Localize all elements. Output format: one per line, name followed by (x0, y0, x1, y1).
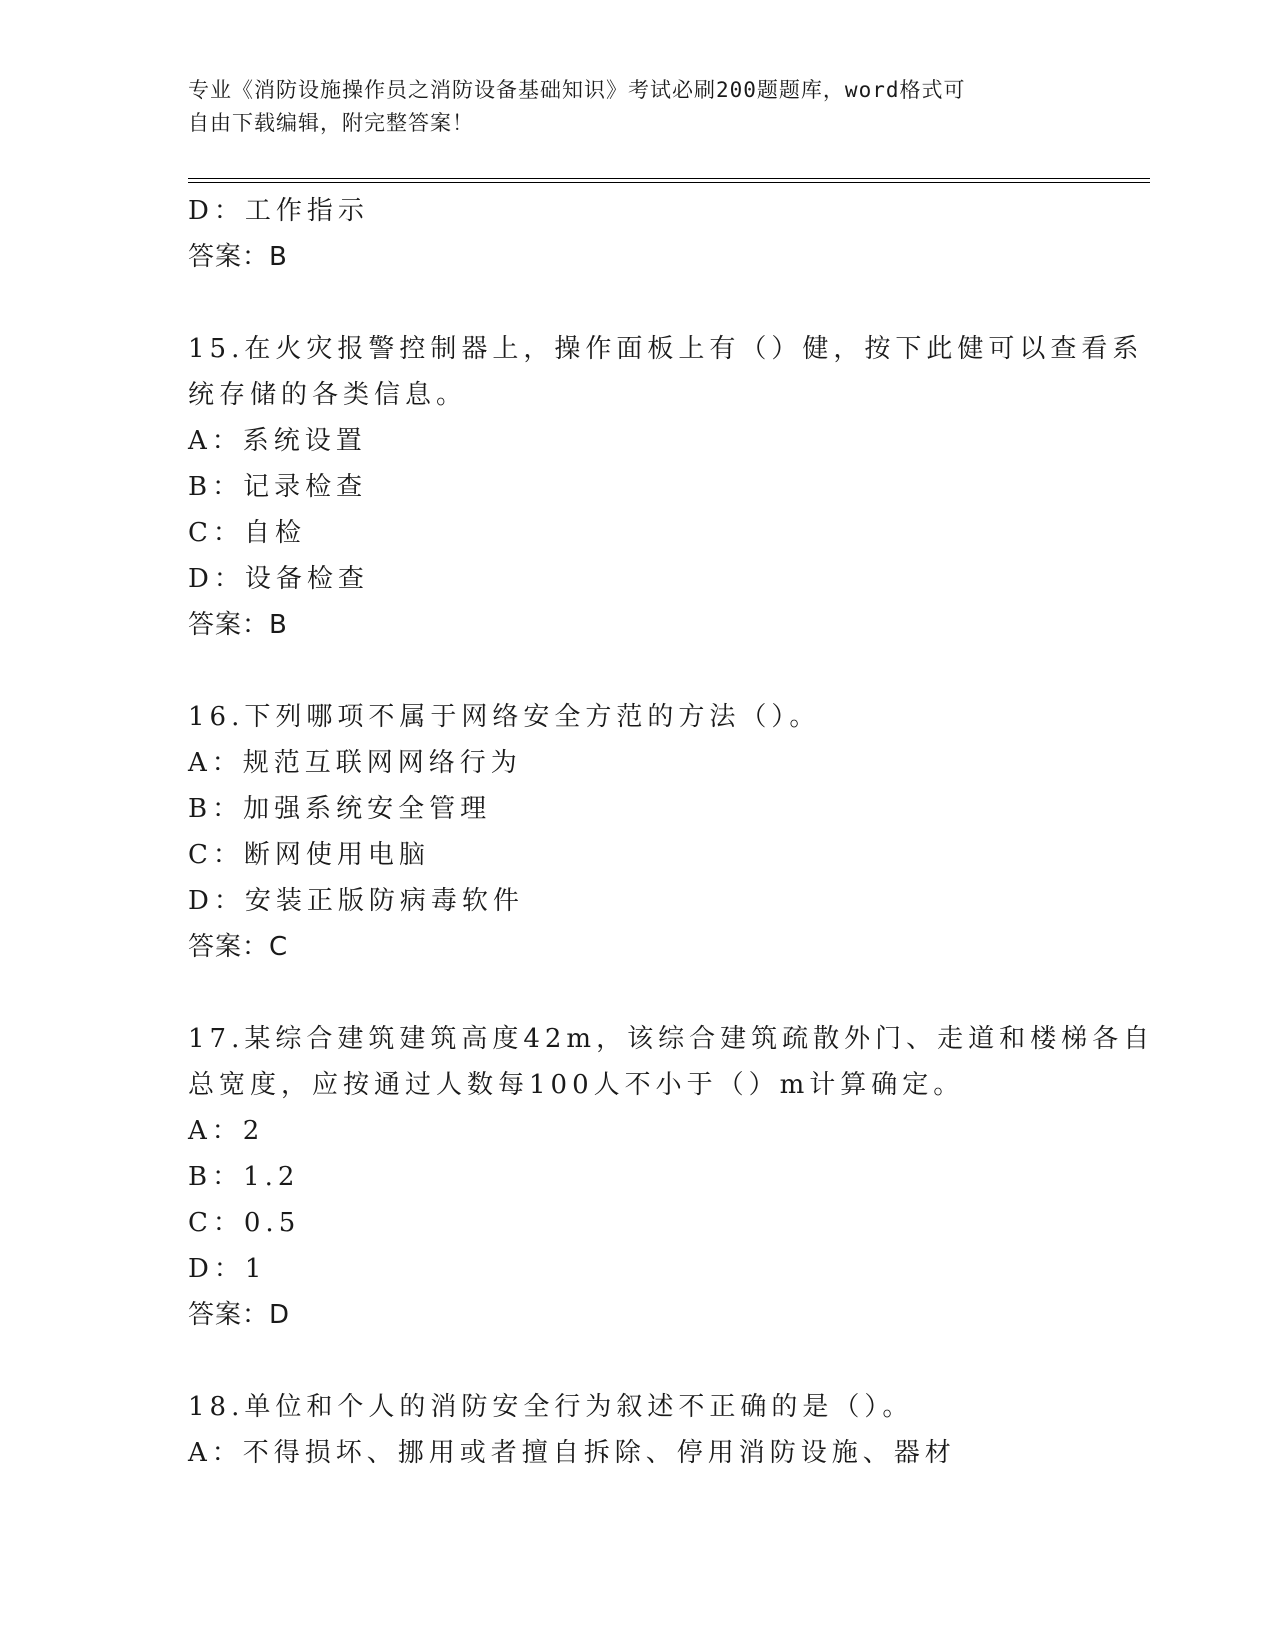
answer: 答案：D (188, 1300, 291, 1330)
question-17 (188, 1016, 1155, 1338)
option-a: A：2 (188, 1116, 265, 1146)
option-d: D：工作指示 (188, 196, 369, 226)
option-a: A：系统设置 (188, 426, 367, 456)
question-text-cont: 统存储的各类信息。 (188, 380, 468, 410)
question-text: 15.在火灾报警控制器上，操作面板上有（）健，按下此健可以查看系 (188, 334, 1144, 364)
option-d: D：安装正版防病毒软件 (188, 886, 524, 916)
question-18 (188, 1384, 1078, 1476)
answer: 答案：B (188, 242, 288, 272)
answer: 答案：C (188, 932, 289, 962)
option-c: C：0.5 (188, 1208, 301, 1238)
header-line-2: 自由下载编辑，附完整答案！ (188, 111, 474, 135)
option-a: A：规范互联网网络行为 (188, 748, 522, 778)
header-divider (188, 178, 1150, 183)
option-c: C：自检 (188, 518, 306, 548)
option-b: B：记录检查 (188, 472, 368, 502)
question-text: 16.下列哪项不属于网络安全方范的方法（）。 (188, 702, 821, 732)
question-16 (188, 694, 1078, 970)
answer: 答案：B (188, 610, 288, 640)
option-d: D：1 (188, 1254, 267, 1284)
question-list (188, 188, 1155, 1476)
option-c: C：断网使用电脑 (188, 840, 430, 870)
option-b: B：1.2 (188, 1162, 300, 1192)
option-d: D：设备检查 (188, 564, 369, 594)
page-header (188, 74, 1068, 140)
question-text-cont: 总宽度，应按通过人数每100人不小于（）m计算确定。 (188, 1070, 965, 1100)
option-a: A：不得损坏、挪用或者擅自拆除、停用消防设施、器材 (188, 1438, 956, 1468)
option-b: B：加强系统安全管理 (188, 794, 492, 824)
question-text: 17.某综合建筑建筑高度42m，该综合建筑疏散外门、走道和楼梯各自 (188, 1024, 1155, 1054)
question-text: 18.单位和个人的消防安全行为叙述不正确的是（）。 (188, 1392, 914, 1422)
header-line-1: 专业《消防设施操作员之消防设备基础知识》考试必刷200题题库，word格式可 (188, 78, 966, 102)
question-15 (188, 326, 1144, 648)
